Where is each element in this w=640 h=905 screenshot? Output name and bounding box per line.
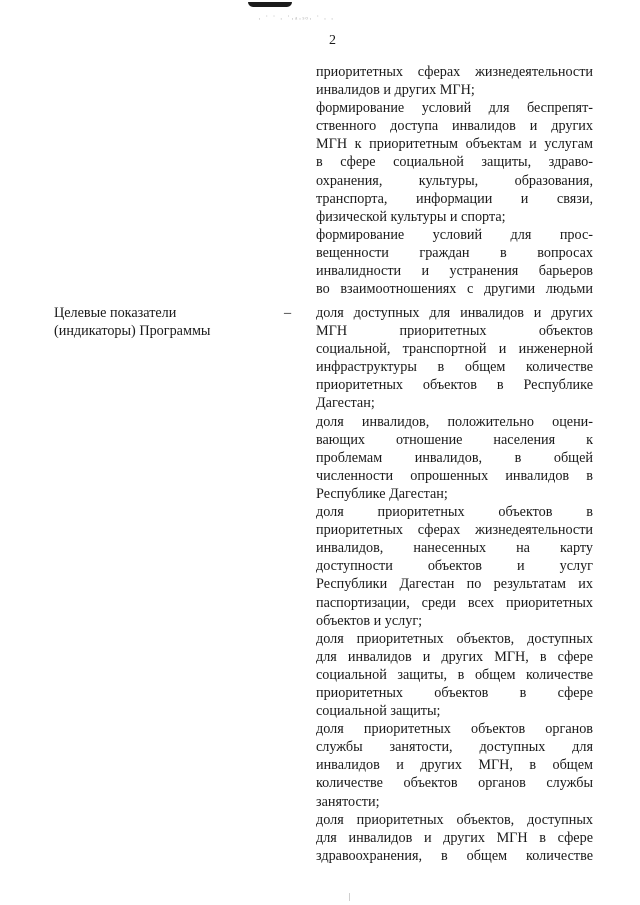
- text-line: доля доступных для инвалидов и других: [316, 305, 593, 321]
- text-line: службы занятости, доступных для: [316, 739, 593, 756]
- text-line: доля инвалидов, положительно оцени-: [316, 413, 593, 430]
- text-line: формирование условий для беспрепят-: [316, 100, 593, 117]
- text-line: паспортизации, среди всех приоритетных: [316, 594, 593, 611]
- text-line: ственного доступа инвалидов и других: [316, 118, 593, 135]
- text-line: Республики Дагестан по результатам их: [316, 576, 593, 593]
- text-line: физической культуры и спорта;: [316, 208, 506, 225]
- text-line: доля приоритетных объектов в: [316, 504, 593, 521]
- indicators-label: [54, 304, 284, 340]
- text-line: инфраструктуры в общем количестве: [316, 359, 593, 376]
- text-line: приоритетных объектов в Республике: [316, 377, 593, 394]
- page-number: 2: [329, 33, 336, 48]
- text-line: инвалидов и других МГН, в общем: [316, 757, 593, 774]
- text-line: Дагестан;: [316, 395, 375, 412]
- text-line: объектов и услуг;: [316, 612, 423, 629]
- text-line: во взаимоотношениях с другими людьми: [316, 281, 593, 298]
- text-line: доля приоритетных объектов, доступных: [316, 811, 593, 828]
- text-line: инвалидности и устранения барьеров: [316, 263, 593, 280]
- text-line: инвалидов и других МГН;: [316, 82, 475, 99]
- text-line: в сфере социальной защиты, здраво-: [316, 154, 593, 171]
- text-line: приоритетных сферах жизнедеятельности: [316, 64, 593, 80]
- text-line: приоритетных объектов в сфере: [316, 684, 593, 701]
- indicators-label-line2: (индикаторы) Программы: [54, 323, 211, 340]
- indicators-label-line1: Целевые показатели: [54, 305, 177, 321]
- text-line: доступности объектов и услуг: [316, 558, 593, 575]
- goals-text-block: [316, 63, 593, 298]
- text-line: для инвалидов и других МГН, в сфере: [316, 648, 593, 665]
- text-line: Республике Дагестан;: [316, 485, 448, 502]
- text-line: социальной, транспортной и инженерной: [316, 341, 593, 358]
- text-line: численности опрошенных инвалидов в: [316, 467, 593, 484]
- text-line: транспорта, информации и связи,: [316, 190, 593, 207]
- text-line: количестве объектов органов службы: [316, 775, 593, 792]
- text-line: охранения, культуры, образования,: [316, 172, 593, 189]
- text-line: инвалидов, нанесенных на карту: [316, 540, 593, 557]
- text-line: вещенности граждан в вопросах: [316, 244, 593, 261]
- scan-artifact: [248, 2, 292, 7]
- text-line: социальной защиты;: [316, 703, 441, 720]
- label-dash: –: [284, 305, 292, 321]
- scan-noise-text: · ˙ ˙ · ˙·ᵃ·ˢᵒ· ˙ · ·: [258, 14, 335, 24]
- text-line: социальной защиты, в общем количестве: [316, 666, 593, 683]
- text-line: приоритетных сферах жизнедеятельности: [316, 522, 593, 539]
- text-line: вающих отношение населения к: [316, 431, 593, 448]
- text-line: формирование условий для прос-: [316, 226, 593, 243]
- text-line: МГН приоритетных объектов: [316, 323, 593, 340]
- text-line: доля приоритетных объектов, доступных: [316, 630, 593, 647]
- text-line: доля приоритетных объектов органов: [316, 721, 593, 738]
- indicators-text-block: [316, 304, 593, 865]
- text-line: занятости;: [316, 793, 380, 810]
- text-line: здравоохранения, в общем количестве: [316, 847, 593, 864]
- text-line: для инвалидов и других МГН в сфере: [316, 829, 593, 846]
- scan-edge-mark: [349, 893, 350, 901]
- text-line: МГН к приоритетным объектам и услугам: [316, 136, 593, 153]
- text-line: проблемам инвалидов, в общей: [316, 449, 593, 466]
